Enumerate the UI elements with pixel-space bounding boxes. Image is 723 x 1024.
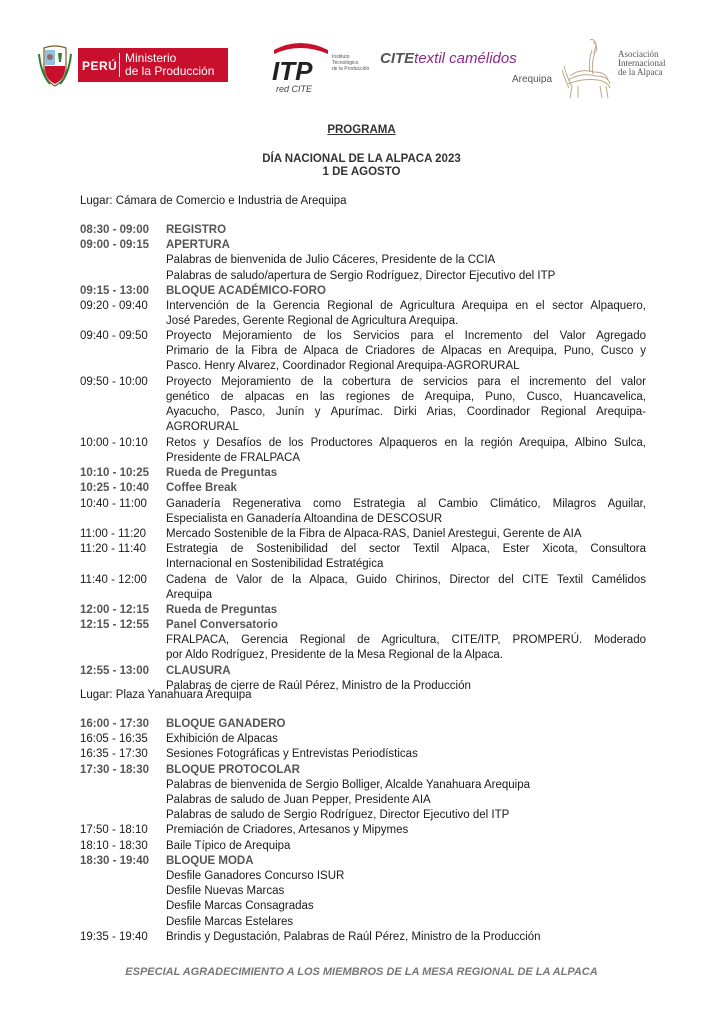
header-logos <box>0 36 723 106</box>
schedule-time: 12:15 - 12:55 <box>80 619 150 632</box>
cite-city: Arequipa <box>512 74 553 85</box>
venue-2: Lugar: Plaza Yanahuara Arequipa <box>80 689 252 701</box>
event-title <box>0 153 723 179</box>
event-date: 1 DE AGOSTO <box>322 166 401 178</box>
schedule-block-title <box>166 223 646 238</box>
schedule-description <box>166 747 646 762</box>
schedule-block-title <box>166 854 646 869</box>
schedule-line: Desfile Nuevas Marcas <box>166 885 285 898</box>
schedule-line: BLOQUE GANADERO <box>166 718 286 730</box>
schedule-line: José Paredes, Gerente Regional de Agricultura Arequipa. <box>166 315 459 327</box>
itp-mark-icon <box>270 40 332 96</box>
itp-red-cite: red CITE <box>276 84 313 94</box>
schedule-description <box>166 269 646 284</box>
schedule-time: 16:00 - 17:30 <box>80 718 150 730</box>
schedule-description <box>166 793 646 808</box>
itp-sub-line-2: Tecnológico <box>332 60 359 66</box>
cite-rest: textil camélidos <box>414 50 517 67</box>
schedule-description <box>166 899 646 914</box>
schedule-block-title <box>166 664 646 679</box>
schedule-time: 11:00 - 11:20 <box>80 528 147 540</box>
schedule-line: Desfile Ganadores Concurso ISUR <box>166 870 345 882</box>
schedule-line: Cadena de Valor de la Alpaca, Guido Chirinos, Director del CITE Textil Camélidos <box>166 573 646 586</box>
schedule-description <box>166 732 646 747</box>
schedule-line: BLOQUE PROTOCOLAR <box>166 763 300 776</box>
schedule-time: 09:00 - 09:15 <box>80 239 150 252</box>
schedule-description <box>166 253 646 268</box>
schedule-block-title <box>166 763 646 778</box>
schedule-time: 09:20 - 09:40 <box>80 300 148 312</box>
itp-subtitle <box>332 54 382 72</box>
schedule-time: 08:30 - 09:00 <box>80 224 150 236</box>
schedule-description <box>166 915 646 930</box>
schedule-description <box>166 823 646 838</box>
ministry-line-1: Ministerio <box>125 51 177 65</box>
acknowledgement-footer: ESPECIAL AGRADECIMIENTO A LOS MIEMBROS DE LA MESA REGIONAL DE LA ALPACA <box>125 966 598 978</box>
schedule-block-title <box>166 717 646 732</box>
schedule-description <box>166 930 646 945</box>
schedule-time: 10:40 - 11:00 <box>80 497 147 510</box>
schedule-line: Rueda de Preguntas <box>166 467 278 480</box>
schedule-line: Ayacucho, Pasco, Junín y Apurímac. Dirki Arias, Coordinador Regional Arequipa- <box>166 406 646 418</box>
schedule-description <box>166 497 646 527</box>
schedule-time: 17:30 - 18:30 <box>80 763 150 776</box>
schedule-time: 16:05 - 16:35 <box>80 733 148 746</box>
schedule-block-title <box>166 603 646 618</box>
schedule-line: Sesiones Fotográficas y Entrevistas Periodísticas <box>166 748 418 761</box>
schedule-line: FRALPACA, Gerencia Regional de Agricultura, CITE/ITP, PROMPERÚ. Moderado <box>166 634 646 647</box>
schedule-block-title <box>166 466 646 481</box>
schedule-line: REGISTRO <box>166 224 227 236</box>
schedule-line: Desfile Marcas Consagradas <box>166 900 314 913</box>
aia-line-1: Asociación <box>618 49 659 59</box>
schedule-description <box>166 869 646 884</box>
schedule-description <box>166 839 646 854</box>
schedule-line: Intervención de la Gerencia Regional de Agricultura Arequipa en el sector Alpaquero, <box>166 300 646 312</box>
schedule-line: Mercado Sostenible de la Fibra de Alpaca-RAS, Daniel Arestegui, Gerente de AIA <box>166 528 582 540</box>
schedule-line: AGRORURAL <box>166 421 239 433</box>
peru-coat-of-arms-icon <box>38 44 72 88</box>
program-title: PROGRAMA <box>327 124 396 136</box>
schedule-time: 09:50 - 10:00 <box>80 376 148 388</box>
aia-line-2: Internacional <box>618 58 666 68</box>
aia-name <box>618 50 665 77</box>
schedule-line: por Aldo Rodríguez, Presidente de la Mesa Regional de la Alpaca. <box>166 649 503 662</box>
cite-title <box>380 50 517 67</box>
schedule-line: Palabras de bienvenida de Sergio Bolliger, Alcalde Yanahuara Arequipa <box>166 778 531 791</box>
schedule-line: Presidente de FRALPACA <box>166 451 301 464</box>
schedule-line: Arequipa <box>166 588 213 601</box>
schedule-time: 10:00 - 10:10 <box>80 436 148 449</box>
schedule-block-title <box>166 238 646 253</box>
schedule-line: Especialista en Ganadería Altoandina de DESCOSUR <box>166 512 443 525</box>
schedule-line: Internacional en Sostenibilidad Estratégica <box>166 558 384 571</box>
schedule-line: Rueda de Preguntas <box>166 604 278 616</box>
schedule-description <box>166 542 646 572</box>
schedule-line: Primario de la Fibra de Alpaca de Criadores de Alpacas en Arequipa, Puno, Cusco y <box>166 345 646 358</box>
schedule-time: 11:40 - 12:00 <box>80 573 147 586</box>
schedule-line: APERTURA <box>166 239 230 252</box>
itp-logo <box>270 40 380 96</box>
schedule-line: Panel Conversatorio <box>166 619 278 632</box>
schedule-line: BLOQUE ACADÉMICO-FORO <box>166 284 326 297</box>
schedule-line: Estrategia de Sostenibilidad del sector Textil Alpaca, Ester Xicota, Consultora <box>166 543 646 556</box>
schedule-block-title <box>166 618 646 633</box>
schedule-line: Palabras de cierre de Raúl Pérez, Ministro de la Producción <box>166 680 471 692</box>
schedule-description <box>166 633 646 663</box>
schedule-time: 12:55 - 13:00 <box>80 664 150 677</box>
alpaca-icon <box>560 36 616 100</box>
schedule-description <box>166 299 646 329</box>
schedule-description <box>166 527 646 542</box>
ministry-banner <box>78 48 228 82</box>
cite-logo <box>380 50 553 85</box>
schedule-description <box>166 375 646 435</box>
schedule-description <box>166 329 646 374</box>
venue-1: Lugar: Cámara de Comercio e Industria de Arequipa <box>80 195 347 207</box>
schedule-line: Pasco. Henry Alvarez, Coordinador Regional Arequipa-AGRORURAL <box>166 360 520 373</box>
ministry-line-2: de la Producción <box>125 64 215 78</box>
schedule-line: Coffee Break <box>166 482 237 495</box>
schedule-line: CLAUSURA <box>166 664 231 677</box>
schedule-time: 16:35 - 17:30 <box>80 748 148 761</box>
schedule-time: 09:15 - 13:00 <box>80 284 150 297</box>
schedule-time: 19:35 - 19:40 <box>80 930 148 943</box>
peru-wordmark: PERÚ <box>82 59 118 73</box>
schedule-block-title <box>166 481 646 496</box>
cite-prefix: CITE <box>380 50 415 67</box>
schedule-time: 17:50 - 18:10 <box>80 824 148 837</box>
schedule-time: 12:00 - 12:15 <box>80 604 150 616</box>
schedule-description <box>166 778 646 793</box>
schedule-line: Palabras de saludo de Juan Pepper, Presidente AIA <box>166 794 431 806</box>
itp-letters: ITP <box>272 56 313 86</box>
schedule-line: genético de alpacas en las regiones de Arequipa, Puno, Cusco, Huancavelica, <box>166 391 646 403</box>
schedule-time: 10:10 - 10:25 <box>80 467 150 480</box>
schedule-line: Palabras de bienvenida de Julio Cáceres, Presidente de la CCIA <box>166 254 496 267</box>
schedule-time: 18:10 - 18:30 <box>80 839 148 852</box>
schedule-line: Palabras de saludo/apertura de Sergio Rodríguez, Director Ejecutivo del ITP <box>166 269 556 282</box>
schedule-line: BLOQUE MODA <box>166 854 254 867</box>
itp-sub-line-3: de la Producción <box>332 66 370 72</box>
schedule-time: 10:25 - 10:40 <box>80 482 150 495</box>
aia-logo <box>560 36 680 100</box>
schedule-description <box>166 573 646 603</box>
schedule-line: Proyecto Mejoramiento de los Servicios para el Incremento del Valor Agregado <box>166 330 646 343</box>
schedule-description <box>166 808 646 823</box>
schedule-line: Brindis y Degustación, Palabras de Raúl Pérez, Ministro de la Producción <box>166 930 541 943</box>
itp-sub-line-1: Instituto <box>332 54 350 60</box>
schedule-line: Exhibición de Alpacas <box>166 733 278 746</box>
banner-divider <box>119 53 120 77</box>
schedule-line: Ganadería Regenerativa como Estrategia al Cambio Climático, Milagros Aguilar, <box>166 497 646 510</box>
aia-line-3: de la Alpaca <box>618 67 663 77</box>
schedule-block-title <box>166 284 646 299</box>
schedule-time: 09:40 - 09:50 <box>80 330 148 343</box>
schedule-description <box>166 436 646 466</box>
schedule-line: Premiación de Criadores, Artesanos y Mipymes <box>166 824 409 837</box>
schedule-line: Retos y Desafíos de los Productores Alpaqueros en la región Arequipa, Albino Sulca, <box>166 436 646 449</box>
schedule-time: 18:30 - 19:40 <box>80 854 150 867</box>
ministry-name <box>125 52 214 78</box>
schedule-description <box>166 884 646 899</box>
event-name: DÍA NACIONAL DE LA ALPACA 2023 <box>262 153 461 165</box>
schedule-line: Desfile Marcas Estelares <box>166 915 294 928</box>
schedule-line: Baile Típico de Arequipa <box>166 839 291 852</box>
schedule-line: Proyecto Mejoramiento de la cobertura de servicios para el incremento del valor <box>166 376 646 388</box>
schedule-line: Palabras de saludo de Sergio Rodríguez, Director Ejecutivo del ITP <box>166 809 510 822</box>
schedule-time: 11:20 - 11:40 <box>80 543 147 556</box>
